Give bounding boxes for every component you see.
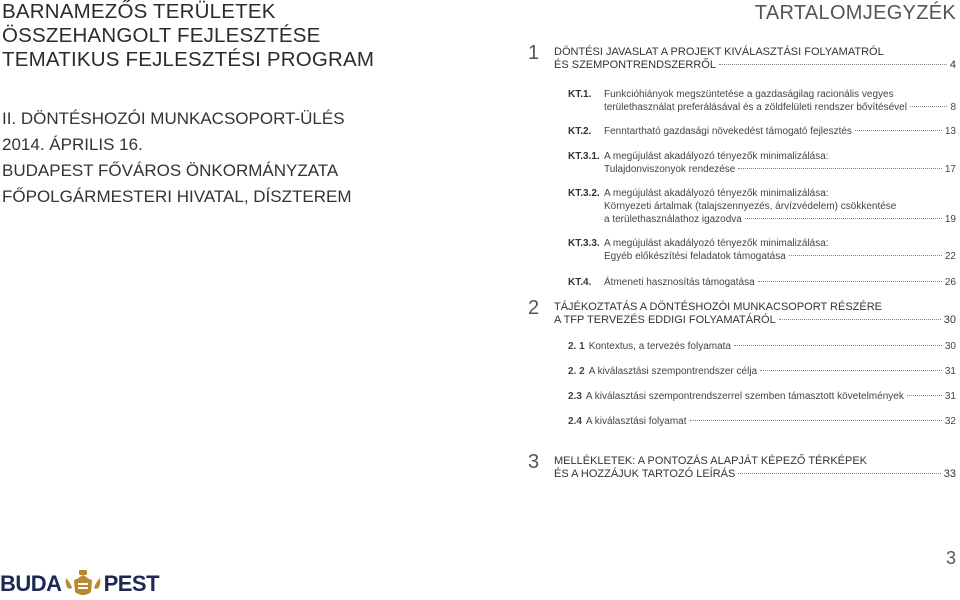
logo-text-right: PEST — [103, 571, 160, 596]
program-title-line: TEMATIKUS FEJLESZTÉSI PROGRAM — [2, 48, 375, 71]
item-line: A megújulást akadályozó tényezők minimalizálása: — [604, 151, 829, 162]
dot-leader — [779, 319, 941, 320]
toc-heading: TARTALOMJEGYZÉK — [754, 2, 956, 24]
section-title-line: DÖNTÉSI JAVASLAT A PROJEKT KIVÁLASZTÁSI FOLYAMATRÓL — [554, 46, 884, 58]
subitem-code: 2. 2 — [568, 366, 585, 377]
section-number: 2 — [528, 297, 540, 319]
page-ref: 8 — [950, 102, 956, 113]
subitem-code: 2.3 — [568, 391, 582, 402]
item-line: Fenntartható gazdasági növekedést támogató fejlesztés — [604, 126, 852, 137]
toc-entry — [604, 125, 956, 138]
dot-leader — [907, 395, 942, 396]
dot-leader — [745, 218, 942, 219]
page-ref: 32 — [944, 416, 956, 427]
item-code: KT.1. — [568, 89, 592, 100]
item-code: KT.2. — [568, 126, 592, 137]
program-title-line: ÖSSZEHANGOLT FEJLESZTÉSE — [2, 24, 321, 47]
page-ref: 22 — [944, 251, 956, 262]
item-line: A megújulást akadályozó tényezők minimalizálása: — [604, 188, 829, 199]
dot-leader — [719, 64, 947, 65]
subitem-label: A kiválasztási szempontrendszer célja — [588, 366, 758, 377]
coat-of-arms-icon — [64, 570, 102, 598]
section-title-line: MELLÉKLETEK: A PONTOZÁS ALAPJÁT KÉPEZŐ TÉRKÉPEK — [554, 455, 868, 467]
page-ref: 31 — [944, 391, 956, 402]
dot-leader — [734, 345, 942, 346]
item-line: Környezeti ártalmak (talajszennyezés, árvízvédelem) csökkentése — [604, 201, 897, 212]
toc-subitem[interactable] — [568, 415, 956, 428]
dot-leader — [910, 106, 947, 107]
section-title-line: ÉS A HOZZÁJUK TARTOZÓ LEÍRÁS — [554, 468, 736, 480]
toc-entry — [554, 468, 956, 481]
page-ref: 13 — [944, 126, 956, 137]
item-code: KT.4. — [568, 277, 592, 288]
toc-entry — [604, 250, 956, 263]
item-line: Egyéb előkészítési feladatok támogatása — [604, 251, 786, 262]
toc-entry — [604, 101, 956, 114]
program-title — [2, 0, 432, 72]
dot-leader — [738, 168, 942, 169]
toc-entry — [604, 163, 956, 176]
meeting-org: BUDAPEST FŐVÁROS ÖNKORMÁNYZATA — [2, 161, 339, 180]
item-line: Átmeneti hasznosítás támogatása — [604, 277, 755, 288]
subitem-code: 2.4 — [568, 416, 582, 427]
dot-leader — [758, 281, 942, 282]
page-ref: 17 — [944, 164, 956, 175]
section-title-line: A TFP TERVEZÉS EDDIGI FOLYAMATÁRÓL — [554, 314, 776, 326]
toc-entry — [554, 314, 956, 327]
program-title-line: BARNAMEZŐS TERÜLETEK — [2, 0, 276, 23]
section-number: 3 — [528, 451, 540, 473]
logo-text-left: BUDA — [0, 571, 62, 596]
page-ref: 33 — [943, 468, 956, 480]
item-line: területhasználat preferálásával és a zöldfelületi rendszer bővítésével — [604, 102, 907, 113]
page-ref: 26 — [944, 277, 956, 288]
section-number: 1 — [528, 42, 540, 64]
meeting-info — [2, 106, 432, 210]
section-title-line: TÁJÉKOZTATÁS A DÖNTÉSHOZÓI MUNKACSOPORT RÉSZÉRE — [554, 301, 883, 313]
item-line: Funkcióhiányok megszüntetése a gazdaságilag racionális vegyes — [604, 89, 894, 100]
toc-subitem[interactable] — [568, 340, 956, 353]
dot-leader — [690, 420, 942, 421]
meeting-venue: FŐPOLGÁRMESTERI HIVATAL, DÍSZTEREM — [2, 187, 352, 206]
subitem-label: Kontextus, a tervezés folyamata — [588, 341, 731, 352]
item-line: A megújulást akadályozó tényezők minimalizálása: — [604, 238, 829, 249]
page-ref: 4 — [949, 59, 956, 71]
subitem-label: A kiválasztási szempontrendszerrel szemben támasztott követelmények — [585, 391, 904, 402]
toc-subitem[interactable] — [568, 390, 956, 403]
item-line: Tulajdonviszonyok rendezése — [604, 164, 736, 175]
dot-leader — [789, 255, 942, 256]
meeting-date: 2014. ÁPRILIS 16. — [2, 135, 143, 154]
page-number: 3 — [945, 548, 956, 568]
toc-entry — [554, 59, 956, 72]
toc-subitem[interactable] — [568, 365, 956, 378]
item-code: KT.3.3. — [568, 238, 600, 249]
title-block — [2, 0, 432, 210]
page-ref: 31 — [944, 366, 956, 377]
meeting-title: II. DÖNTÉSHOZÓI MUNKACSOPORT-ÜLÉS — [2, 109, 345, 128]
page-ref: 30 — [944, 341, 956, 352]
item-code: KT.3.2. — [568, 188, 600, 199]
section-title-line: ÉS SZEMPONTRENDSZERRŐL — [554, 59, 716, 71]
budapest-logo — [0, 570, 159, 598]
subitem-code: 2. 1 — [568, 341, 585, 352]
dot-leader — [738, 473, 940, 474]
item-line: a területhasználathoz igazodva — [604, 214, 742, 225]
dot-leader — [855, 130, 942, 131]
page-ref: 19 — [944, 214, 956, 225]
dot-leader — [760, 370, 942, 371]
page-ref: 30 — [943, 314, 956, 326]
toc-entry — [604, 276, 956, 289]
toc-entry — [604, 213, 956, 226]
item-code: KT.3.1. — [568, 151, 600, 162]
subitem-label: A kiválasztási folyamat — [585, 416, 687, 427]
